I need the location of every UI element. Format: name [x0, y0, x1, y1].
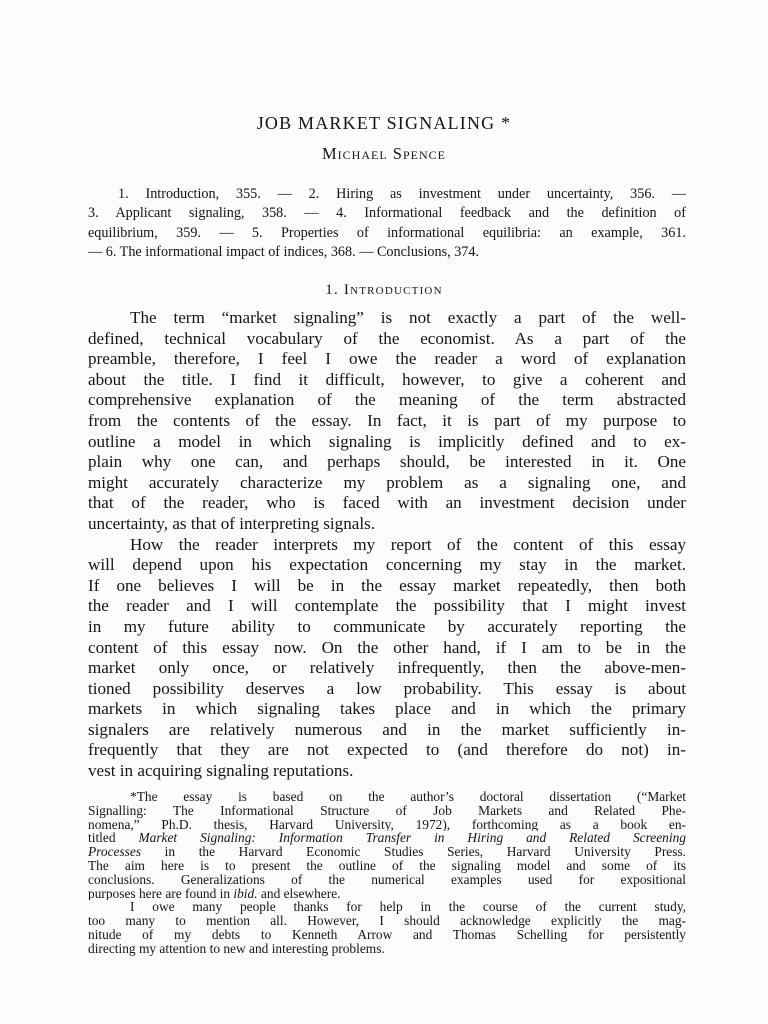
text-line: If one believes I will be in the essay market repeatedly, then both [88, 575, 686, 595]
text-line: market only once, or relatively infrequently, then the above-men- [88, 658, 686, 678]
contents-line: 3. Applicant signaling, 358. — 4. Informational feedback and the definition of [88, 205, 686, 222]
footnote-line [88, 887, 686, 901]
text-line: uncertainty, as that of interpreting signals. [88, 513, 376, 533]
author-name: Michael Spence [322, 144, 446, 163]
footnote-line: nomena,” Ph.D. thesis, Harvard University, 1972), forthcoming as a book en- [88, 817, 686, 832]
section-heading: 1. Introduction [325, 282, 443, 298]
footnote-line: The aim here is to present the outline of the signaling model and some of its [88, 858, 686, 873]
contents-line: equilibrium, 359. — 5. Properties of informational equilibria: an example, 361. [88, 224, 686, 241]
footnotes [88, 790, 686, 956]
footnote-text: in the Harvard Economic Studies Series, Harvard University Press. [141, 845, 686, 859]
paragraph-2 [88, 535, 686, 782]
text-line: that of the reader, who is faced with an investment decision under [88, 493, 686, 513]
book-title-italic: Market Signaling: Information Transfer in Hiring and Related Screening [138, 831, 686, 846]
footnote-line: conclusions. Generalizations of the numerical examples used for expositional [88, 872, 686, 887]
text-line: from the contents of the essay. In fact, it is part of my purpose to [88, 410, 686, 430]
footnote-line [88, 831, 686, 845]
footnote-text: purposes here are found in [88, 886, 234, 901]
footnote-text: titled [88, 831, 139, 846]
footnote-line: *The essay is based on the author’s doctoral dissertation (“Market [130, 790, 686, 804]
text-line: plain why one can, and perhaps should, be interested in it. One [88, 452, 686, 472]
footnote-line: Signalling: The Informational Structure of Job Markets and Related Phe- [88, 803, 686, 818]
text-line: How the reader interprets my report of the content of this essay [130, 534, 686, 554]
text-line: in my future ability to communicate by accurately reporting the [88, 616, 686, 636]
article-title: JOB MARKET SIGNALING * [256, 113, 512, 133]
text-line: will depend upon his expectation concerning my stay in the market. [88, 555, 686, 575]
text-line: signalers are relatively numerous and in the market sufficiently in- [88, 719, 686, 739]
footnote-1 [88, 790, 686, 900]
text-line: preamble, therefore, I feel I owe the reader a word of explanation [88, 349, 686, 369]
text-line: comprehensive explanation of the meaning of the term abstracted [88, 390, 686, 410]
contents-line: — 6. The informational impact of indices, 368. — Conclusions, 374. [88, 243, 480, 260]
text-line: the reader and I will contemplate the possibility that I might invest [88, 596, 686, 616]
footnote-line [88, 845, 686, 859]
footnote-line: nitude of my debts to Kenneth Arrow and Thomas Schelling for persistently [88, 927, 686, 942]
text-line: about the title. I find it difficult, however, to give a coherent and [88, 369, 686, 389]
text-line: vest in acquiring signaling reputations. [88, 761, 354, 781]
footnote-2 [88, 900, 686, 955]
body-text [88, 308, 686, 782]
text-line: outline a model in which signaling is implicitly defined and to ex- [88, 431, 686, 451]
text-line: might accurately characterize my problem as a signaling one, and [88, 472, 686, 492]
text-line: content of this essay now. On the other hand, if I am to be in the [88, 637, 686, 657]
text-line: markets in which signaling takes place and in which the primary [88, 699, 686, 719]
footnote-line: directing my attention to new and interesting problems. [88, 941, 385, 956]
ibid-italic: ibid. [233, 886, 258, 901]
text-line: defined, technical vocabulary of the economist. As a part of the [88, 328, 686, 348]
contents-summary [88, 185, 686, 262]
footnote-line: too many to mention all. However, I should acknowledge explicitly the mag- [88, 914, 686, 928]
footnote-text: and elsewhere. [257, 886, 341, 901]
footnote-line: I owe many people thanks for help in the course of the current study, [130, 900, 686, 915]
book-title-italic: Processes [88, 845, 142, 859]
contents-line: 1. Introduction, 355. — 2. Hiring as investment under uncertainty, 356. — [118, 186, 686, 202]
text-line: frequently that they are not expected to (and therefore do not) in- [88, 740, 686, 760]
text-line: The term “market signaling” is not exactly a part of the well- [130, 308, 686, 327]
text-line: tioned possibility deserves a low probability. This essay is about [88, 678, 686, 698]
paragraph-1 [88, 308, 686, 535]
